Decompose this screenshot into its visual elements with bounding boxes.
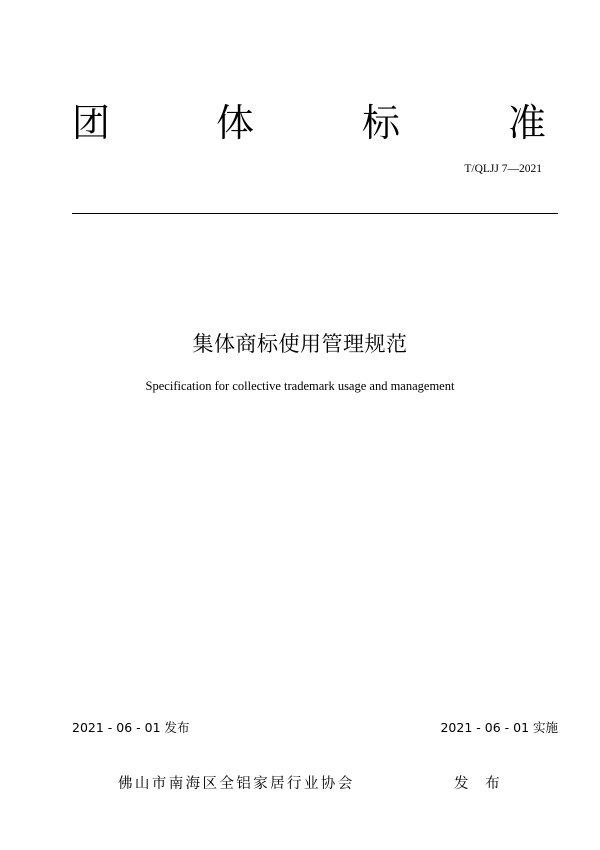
document-title: 集体商标使用管理规范	[192, 332, 408, 356]
effective-date: 2021 - 06 - 01 实施	[440, 720, 558, 735]
heading-char-ti: 体	[216, 101, 255, 145]
heading-char-zhun: 准	[508, 101, 547, 145]
heading-char-biao: 标	[362, 101, 401, 145]
document-title-english: Specification for collective trademark usage and management	[145, 379, 455, 393]
standard-code: T/QLJJ 7—2021	[464, 163, 542, 175]
publisher-name: 佛山市南海区全铝家居行业协会	[118, 776, 355, 792]
publish-date: 2021 - 06 - 01 发布	[72, 720, 190, 735]
publish-label: 发 布	[454, 776, 506, 792]
heading-char-tuan: 团	[72, 101, 111, 145]
header-divider	[72, 213, 558, 214]
